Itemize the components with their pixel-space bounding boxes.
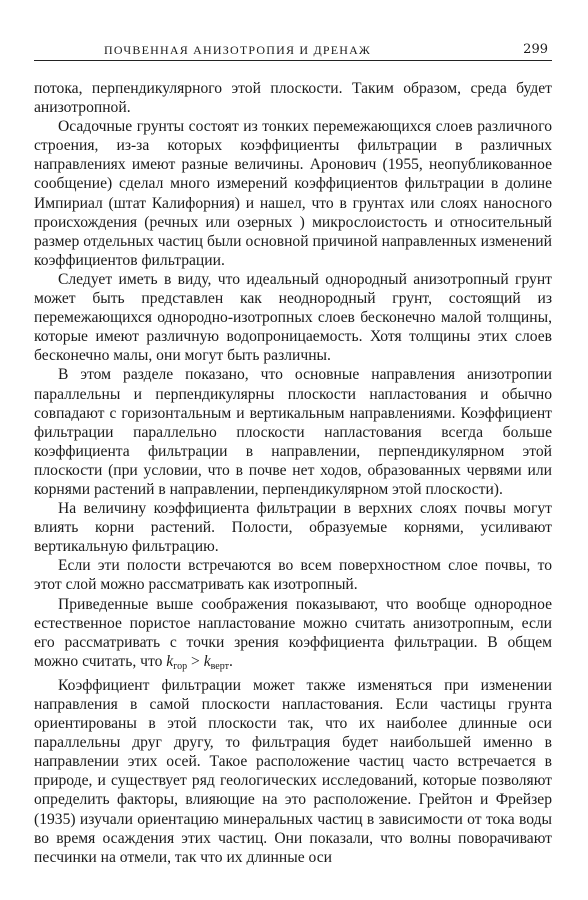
paragraph: потока, перпендикулярного этой плоскости. Таким образом, среда будет анизотропной.: [34, 80, 552, 117]
running-title: ПОЧВЕННАЯ АНИЗОТРОПИЯ И ДРЕНАЖ: [104, 43, 371, 57]
paragraph: В этом разделе показано, что основные направления анизотропии параллельны и перпендикулярны плоскости напластования и обычно совпадают с горизонтальным и вертикальным направлениями. Коэффициент фильтрации параллельно плоскости напластования всегда больше коэффициента фильтрации в направлении, перпендикулярном этой плоскости (при условии, что в почве нет ходов, образованных червями или корнями растений в направлении, перпендикулярном этой плоскости).: [34, 366, 552, 498]
formula-subscript-horizontal: гор: [173, 660, 188, 672]
formula-relation: >: [190, 652, 200, 670]
paragraph-with-formula: [34, 595, 552, 676]
formula-subscript-vertical: верт: [210, 660, 229, 672]
body-text: [34, 79, 552, 867]
page-number: 299: [523, 42, 548, 57]
paragraph: Следует иметь в виду, что идеальный однородный анизотропный грунт может быть представлен как неоднородный грунт, состоящий из перемежающихся однородно-изотропных слоев бесконечно малой толщины, которые имеют различную водопроницаемость. Хотя толщины этих слоев бесконечно малы, они могут быть различны.: [34, 270, 552, 365]
running-head: [34, 40, 552, 61]
formula-k: k: [203, 652, 211, 670]
paragraph: Если эти полости встречаются во всем поверхностном слое почвы, то этот слой можно рассматривать как изотропный.: [34, 557, 552, 594]
paragraph-text: Приведенные выше соображения показывают, что вообще однородное естественное пористое напластование можно считать анизотропным, если его рассматривать с точки зрения коэффициента фильтрации. В общем можно считать, что: [34, 595, 552, 670]
paragraph: Осадочные грунты состоят из тонких перемежающихся слоев различного строения, из-за которых коэффициенты фильтрации в различных направлениях имеют разные величины. Аронович (1955, неопубликованное сообщение) сделал много измерений коэффициентов фильтрации в долине Импириал (штат Калифорния) и нашел, что в грунтах или слоях наносного происхождения (речных или озерных ) микрослоистость и относительный размер отдельных частиц были основной причиной направленных изменений коэффициентов фильтрации.: [34, 118, 552, 269]
paragraph: Коэффициент фильтрации может также изменяться при изменении направления в самой плоскости напластования. Если частицы грунта ориентированы в этой плоскости так, что их наиболее длинные оси параллельны друг другу, то фильтрация будет наибольшей именно в направлении этих осей. Такое расположение частиц часто встречается в природе, и существует ряд геологических исследований, которые позволяют определить факторы, влияющие на это расположение. Грейтон и Фрейзер (1935) изучали ориентацию минеральных частиц в зависимости от тока воды во время осаждения этих частиц. Они показали, что волны поворачивают песчинки на отмели, так что их длинные оси: [34, 676, 552, 866]
formula-end: .: [228, 652, 233, 670]
formula: [166, 653, 229, 670]
formula-k: k: [166, 652, 174, 670]
paragraph: На величину коэффициента фильтрации в верхних слоях почвы могут влиять корни растений. Полости, образуемые корнями, усиливают вертикальную фильтрацию.: [34, 500, 552, 556]
book-page: [34, 40, 552, 867]
